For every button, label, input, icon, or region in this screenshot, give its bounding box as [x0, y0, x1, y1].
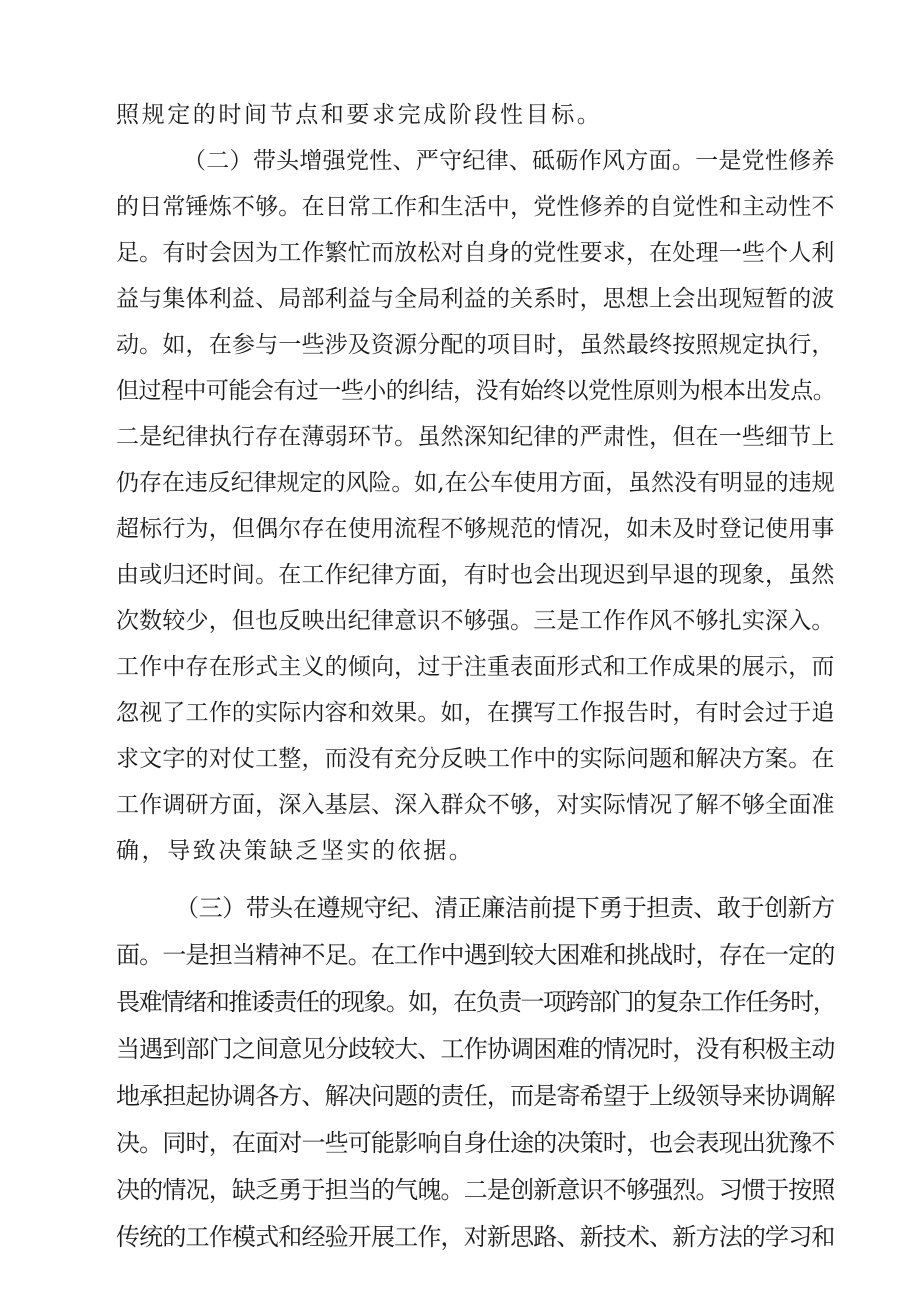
text-line: 次数较少，但也反映出纪律意识不够强。三是工作作风不够扎实深入。 — [116, 608, 835, 634]
section-heading-2: （二）带头增强党性、严守纪律、砥砺作风方面。一是党性修养 — [183, 148, 835, 174]
section-heading-3: （三）带头在遵规守纪、清正廉洁前提下勇于担责、敢于创新方 — [175, 894, 835, 922]
text-line: 超标行为，但偶尔存在使用流程不够规范的情况，如未及时登记使用事 — [116, 516, 835, 542]
text-line: 确，导致决策缺乏坚实的依据。 — [116, 838, 475, 864]
text-line: 决的情况，缺乏勇于担当的气魄。二是创新意识不够强烈。习惯于按照 — [116, 1176, 835, 1204]
text-line: 二是纪律执行存在薄弱环节。虽然深知纪律的严肃性，但在一些细节上 — [116, 424, 835, 450]
text-line: 照规定的时间节点和要求完成阶段性目标。 — [116, 102, 603, 128]
text-line: 畏难情绪和推诿责任的现象。如，在负责一项跨部门的复杂工作任务时， — [116, 988, 836, 1016]
text-line: 动。如，在参与一些涉及资源分配的项目时，虽然最终按照规定执行， — [116, 332, 835, 358]
text-line: 仍存在违反纪律规定的风险。如,在公车使用方面，虽然没有明显的违规 — [116, 470, 835, 496]
text-line: 工作调研方面，深入基层、深入群众不够，对实际情况了解不够全面准 — [116, 792, 835, 818]
text-line: 决。同时，在面对一些可能影响自身仕途的决策时，也会表现出犹豫不 — [116, 1129, 835, 1157]
text-line: 忽视了工作的实际内容和效果。如，在撰写工作报告时，有时会过于追 — [116, 700, 835, 726]
text-line: 足。有时会因为工作繁忙而放松对自身的党性要求，在处理一些个人利 — [116, 240, 835, 266]
text-line: 面。一是担当精神不足。在工作中遇到较大困难和挑战时，存在一定的 — [116, 941, 835, 969]
text-line: 传统的工作模式和经验开展工作，对新思路、新技术、新方法的学习和 — [116, 1223, 835, 1251]
text-line: 求文字的对仗工整，而没有充分反映工作中的实际问题和解决方案。在 — [116, 746, 835, 772]
text-line: 但过程中可能会有过一些小的纠结，没有始终以党性原则为根本出发点。 — [116, 378, 836, 404]
text-line: 益与集体利益、局部利益与全局利益的关系时，思想上会出现短暂的波 — [116, 286, 835, 312]
text-line: 由或归还时间。在工作纪律方面，有时也会出现迟到早退的现象，虽然 — [116, 562, 835, 588]
text-line: 地承担起协调各方、解决问题的责任，而是寄希望于上级领导来协调解 — [116, 1082, 835, 1110]
text-line: 的日常锤炼不够。在日常工作和生活中，党性修养的自觉性和主动性不 — [116, 194, 835, 220]
text-line: 当遇到部门之间意见分歧较大、工作协调困难的情况时，没有积极主动 — [116, 1035, 835, 1063]
text-line: 工作中存在形式主义的倾向，过于注重表面形式和工作成果的展示，而 — [116, 654, 835, 680]
